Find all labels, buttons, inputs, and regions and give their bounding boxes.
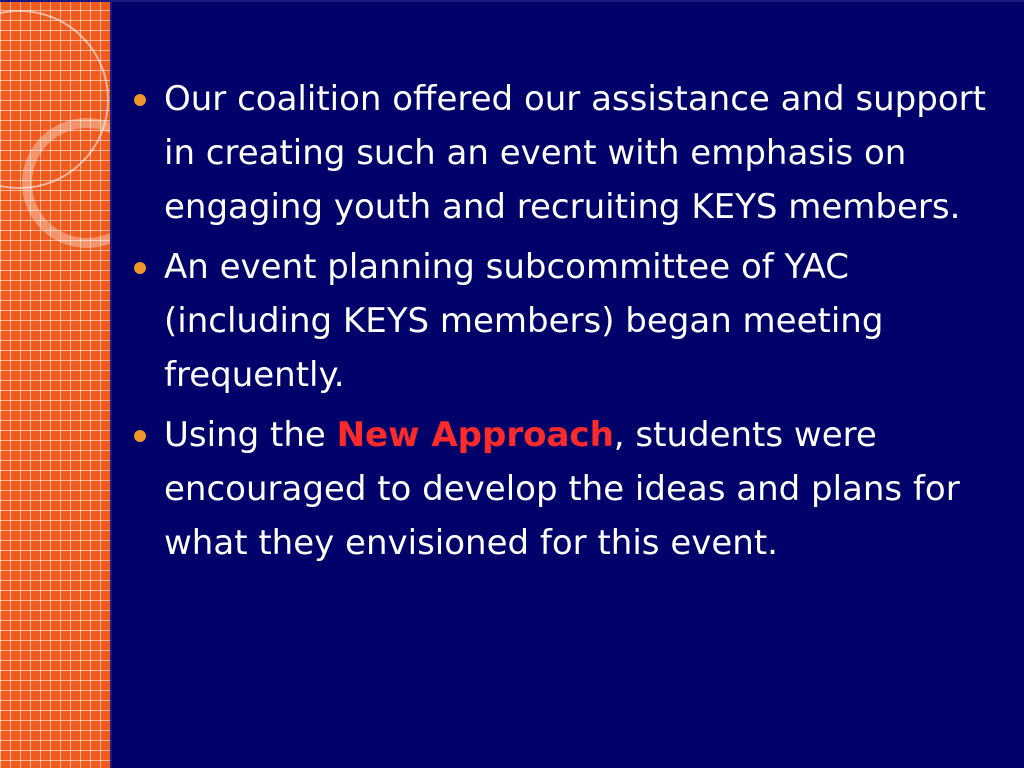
bullet-text-prefix: Using the — [164, 415, 337, 455]
top-frame-line — [0, 0, 1024, 2]
bullet-dot-icon — [134, 262, 146, 274]
bullet-dot-icon — [134, 94, 146, 106]
slide-content — [132, 72, 1017, 576]
bullet-dot-icon — [134, 430, 146, 442]
bullet-text: Our coalition offered our assistance and support in creating such an event with emphasis on engaging youth and recruiting KEYS members. — [164, 79, 986, 227]
bullet-item-new-approach — [132, 408, 1017, 570]
bullet-list — [132, 72, 1017, 570]
bullet-item-subcommittee — [132, 240, 1017, 402]
bullet-item-coalition — [132, 72, 1017, 234]
new-approach-highlight: New Approach — [336, 415, 614, 455]
bullet-text-suffix: , students were encouraged to develop the ideas and plans for what they envisioned for this event. — [164, 415, 960, 563]
bullet-text: An event planning subcommittee of YAC (including KEYS members) began meeting frequently. — [164, 247, 884, 395]
decorative-grid-band — [0, 0, 110, 768]
band-divider — [110, 0, 112, 768]
